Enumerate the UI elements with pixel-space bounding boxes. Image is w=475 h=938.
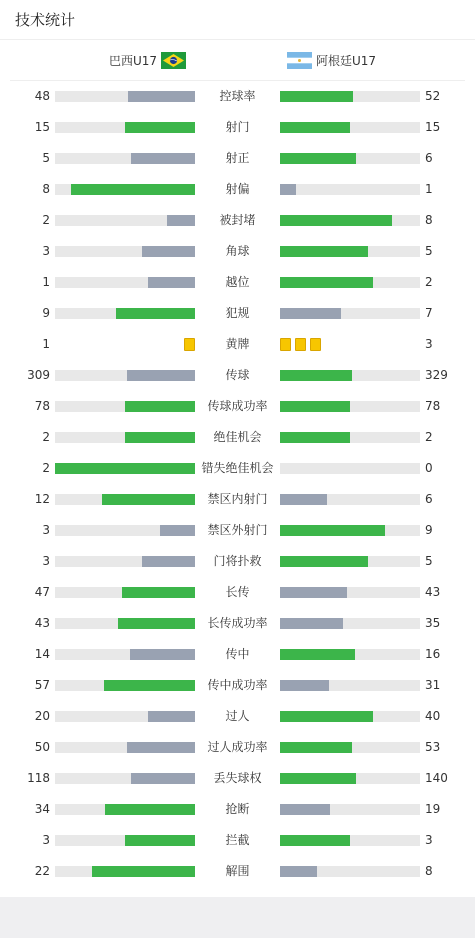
away-stat-value: 3: [425, 833, 433, 847]
away-stat-bar: [280, 649, 355, 660]
away-stat-bar: [280, 866, 317, 877]
away-yellow-cards: [280, 338, 321, 350]
away-stat-bar-track: [280, 618, 420, 629]
away-stat-bar-track: [280, 680, 420, 691]
home-stat-value: 309: [27, 368, 50, 382]
away-stat-value: 6: [425, 492, 433, 506]
team-header: [10, 40, 465, 81]
stat-label: 禁区外射门: [207, 523, 268, 537]
away-stat-bar: [280, 556, 368, 567]
home-stat-bar: [125, 401, 195, 412]
stat-row: [0, 484, 475, 515]
home-stat-bar-track: [55, 618, 195, 629]
home-stat-value: 3: [42, 523, 50, 537]
away-stat-bar: [280, 494, 327, 505]
away-stat-bar-track: [280, 587, 420, 598]
stat-label: 角球: [225, 244, 250, 258]
home-stat-value: 43: [34, 616, 50, 630]
home-stat-bar-track: [55, 804, 195, 815]
home-stat-value: 9: [42, 306, 50, 320]
home-stat-value: 48: [34, 89, 50, 103]
stat-label: 传中: [225, 647, 250, 661]
home-stat-bar: [125, 122, 195, 133]
stat-label: 射偏: [225, 182, 250, 196]
home-stat-bar: [55, 463, 195, 474]
stat-row: [0, 515, 475, 546]
home-stat-bar: [131, 773, 195, 784]
home-stat-bar-track: [55, 773, 195, 784]
away-stat-value: 53: [425, 740, 441, 754]
away-stat-bar-track: [280, 711, 420, 722]
away-stat-bar-track: [280, 866, 420, 877]
away-stat-bar-track: [280, 215, 420, 226]
home-stat-bar: [105, 804, 195, 815]
stat-row: [0, 794, 475, 825]
home-stat-bar-track: [55, 153, 195, 164]
away-stat-value: 19: [425, 802, 441, 816]
away-stat-bar: [280, 277, 373, 288]
stat-row: [0, 701, 475, 732]
away-stat-value: 8: [425, 213, 433, 227]
stat-label: 丢失球权: [213, 771, 262, 785]
home-stat-bar-track: [55, 525, 195, 536]
yellow-card-icon: [280, 338, 291, 351]
away-stat-bar-track: [280, 494, 420, 505]
away-stat-bar: [280, 122, 350, 133]
away-stat-bar: [280, 153, 356, 164]
stat-row: [0, 732, 475, 763]
yellow-card-icon: [295, 338, 306, 351]
away-stat-bar-track: [280, 153, 420, 164]
stat-label: 过人成功率: [207, 740, 268, 754]
stat-label: 解围: [225, 864, 250, 878]
home-stat-bar: [160, 525, 195, 536]
home-stat-bar-track: [55, 432, 195, 443]
away-stat-bar: [280, 401, 350, 412]
away-stat-bar-track: [280, 804, 420, 815]
brazil-flag-icon: [161, 52, 186, 69]
home-stat-bar: [167, 215, 195, 226]
argentina-flag-icon: [287, 52, 312, 69]
away-stat-bar-track: [280, 556, 420, 567]
away-stat-value: 52: [425, 89, 441, 103]
home-stat-bar: [127, 742, 195, 753]
stat-row: [0, 391, 475, 422]
stat-row: [0, 174, 475, 205]
home-stat-value: 14: [34, 647, 50, 661]
home-stat-bar-track: [55, 370, 195, 381]
home-stat-bar: [92, 866, 195, 877]
away-stat-bar-track: [280, 463, 420, 474]
away-stat-bar: [280, 370, 352, 381]
stat-row: [0, 329, 475, 360]
home-stat-bar: [130, 649, 195, 660]
away-stat-bar: [280, 618, 343, 629]
away-stat-value: 78: [425, 399, 441, 413]
away-stat-bar-track: [280, 370, 420, 381]
away-stat-bar: [280, 773, 356, 784]
home-stat-value: 15: [34, 120, 50, 134]
stats-list: [0, 81, 475, 887]
home-stat-bar: [125, 432, 195, 443]
away-team[interactable]: [287, 52, 376, 69]
home-stat-bar-track: [55, 742, 195, 753]
stat-row: [0, 298, 475, 329]
away-stat-bar-track: [280, 525, 420, 536]
home-stat-bar-track: [55, 215, 195, 226]
away-stat-bar: [280, 525, 385, 536]
away-stat-bar-track: [280, 835, 420, 846]
stat-label: 传中成功率: [207, 678, 268, 692]
away-stat-value: 2: [425, 430, 433, 444]
away-stat-value: 6: [425, 151, 433, 165]
stat-label: 长传: [225, 585, 250, 599]
home-stat-value: 22: [34, 864, 50, 878]
page-title: 技术统计: [0, 0, 475, 40]
away-stat-bar-track: [280, 649, 420, 660]
home-stat-value: 5: [42, 151, 50, 165]
away-stat-value: 31: [425, 678, 441, 692]
away-stat-value: 5: [425, 554, 433, 568]
home-stat-value: 3: [42, 244, 50, 258]
away-stat-value: 15: [425, 120, 441, 134]
away-stat-bar-track: [280, 432, 420, 443]
home-stat-bar: [104, 680, 195, 691]
away-stat-bar-track: [280, 122, 420, 133]
home-stat-bar-track: [55, 494, 195, 505]
away-stat-value: 2: [425, 275, 433, 289]
home-stat-value: 34: [34, 802, 50, 816]
away-stat-bar-track: [280, 184, 420, 195]
stat-row: [0, 639, 475, 670]
home-stat-bar: [148, 711, 195, 722]
home-stat-bar-track: [55, 122, 195, 133]
stat-row: [0, 546, 475, 577]
home-stat-value: 78: [34, 399, 50, 413]
stat-row: [0, 608, 475, 639]
away-stat-value: 5: [425, 244, 433, 258]
home-stat-value: 3: [42, 554, 50, 568]
home-stat-value: 50: [34, 740, 50, 754]
home-stat-bar-track: [55, 711, 195, 722]
away-stat-value: 140: [425, 771, 448, 785]
home-stat-bar-track: [55, 91, 195, 102]
stat-row: [0, 360, 475, 391]
home-stat-bar: [142, 246, 195, 257]
away-stat-value: 40: [425, 709, 441, 723]
stat-row: [0, 236, 475, 267]
stat-label: 绝佳机会: [213, 430, 262, 444]
stat-row: [0, 670, 475, 701]
home-stat-bar: [71, 184, 195, 195]
home-stat-bar-track: [55, 463, 195, 474]
stat-row: [0, 143, 475, 174]
home-stat-bar: [131, 153, 195, 164]
stat-row: [0, 856, 475, 887]
away-stat-bar-track: [280, 401, 420, 412]
home-stat-bar: [128, 91, 195, 102]
stat-label: 门将扑救: [213, 554, 262, 568]
away-stat-value: 1: [425, 182, 433, 196]
away-stat-value: 35: [425, 616, 441, 630]
stat-label: 越位: [225, 275, 250, 289]
yellow-card-icon: [310, 338, 321, 351]
away-stat-bar: [280, 587, 347, 598]
home-stat-bar: [118, 618, 195, 629]
home-stat-value: 12: [34, 492, 50, 506]
away-stat-bar: [280, 711, 373, 722]
away-stat-bar: [280, 91, 353, 102]
stat-row: [0, 763, 475, 794]
home-stat-bar: [102, 494, 195, 505]
stat-row: [0, 422, 475, 453]
stat-label: 长传成功率: [207, 616, 268, 630]
home-stat-bar: [116, 308, 195, 319]
home-stat-bar-track: [55, 866, 195, 877]
away-stat-bar: [280, 215, 392, 226]
away-stat-bar-track: [280, 742, 420, 753]
home-stat-bar-track: [55, 556, 195, 567]
away-stat-bar-track: [280, 246, 420, 257]
away-stat-value: 8: [425, 864, 433, 878]
away-stat-bar-track: [280, 308, 420, 319]
home-stat-bar: [122, 587, 195, 598]
away-stat-value: 43: [425, 585, 441, 599]
home-stat-value: 118: [27, 771, 50, 785]
home-stat-bar-track: [55, 401, 195, 412]
home-yellow-cards: [184, 338, 195, 350]
home-stat-bar-track: [55, 649, 195, 660]
stat-label: 控球率: [219, 89, 256, 103]
away-stat-bar: [280, 804, 330, 815]
stat-label: 拦截: [225, 833, 250, 847]
stat-label: 传球: [225, 368, 250, 382]
away-stat-bar-track: [280, 277, 420, 288]
home-stat-value: 2: [42, 213, 50, 227]
stat-label: 过人: [225, 709, 250, 723]
home-stat-bar: [142, 556, 195, 567]
away-stat-bar-track: [280, 773, 420, 784]
stat-label: 传球成功率: [207, 399, 268, 413]
stat-label: 错失绝佳机会: [201, 461, 274, 475]
away-stat-value: 0: [425, 461, 433, 475]
yellow-card-icon: [184, 338, 195, 351]
stat-label: 犯规: [225, 306, 250, 320]
home-stat-bar-track: [55, 184, 195, 195]
stat-label: 禁区内射门: [207, 492, 268, 506]
away-stat-value: 9: [425, 523, 433, 537]
home-stat-bar-track: [55, 277, 195, 288]
stat-label: 射正: [225, 151, 250, 165]
stat-row: [0, 577, 475, 608]
stat-row: [0, 205, 475, 236]
stat-label: 抢断: [225, 802, 250, 816]
stat-label: 射门: [225, 120, 250, 134]
away-team-name: 阿根廷U17: [316, 54, 377, 68]
home-stat-value: 8: [42, 182, 50, 196]
away-stat-bar: [280, 742, 352, 753]
home-team[interactable]: [109, 52, 186, 69]
home-stat-value: 2: [42, 461, 50, 475]
away-stat-bar: [280, 432, 350, 443]
stats-footer-space: [0, 887, 475, 897]
home-stat-bar: [148, 277, 195, 288]
stat-row: [0, 81, 475, 112]
away-stat-bar: [280, 835, 350, 846]
stat-row: [0, 453, 475, 484]
home-stat-bar: [125, 835, 195, 846]
away-stat-bar-track: [280, 91, 420, 102]
home-stat-value: 20: [34, 709, 50, 723]
away-stat-bar: [280, 680, 329, 691]
away-stat-value: 16: [425, 647, 441, 661]
home-stat-value: 57: [34, 678, 50, 692]
away-stat-value: 7: [425, 306, 433, 320]
home-stat-bar-track: [55, 587, 195, 598]
home-stat-value: 1: [42, 275, 50, 289]
home-stat-bar: [127, 370, 195, 381]
home-team-name: 巴西U17: [108, 54, 157, 68]
stat-row: [0, 267, 475, 298]
home-stat-bar-track: [55, 835, 195, 846]
home-stat-value: 3: [42, 833, 50, 847]
home-stat-value: 1: [42, 337, 50, 351]
away-stat-bar: [280, 308, 341, 319]
stat-row: [0, 112, 475, 143]
home-stat-bar-track: [55, 246, 195, 257]
home-stat-bar-track: [55, 680, 195, 691]
away-stat-value: 329: [425, 368, 448, 382]
stat-label: 黄牌: [225, 337, 250, 351]
away-stat-value: 3: [425, 337, 433, 351]
home-stat-bar-track: [55, 308, 195, 319]
home-stat-value: 47: [34, 585, 50, 599]
away-stat-bar: [280, 246, 368, 257]
away-stat-bar: [280, 184, 296, 195]
stat-row: [0, 825, 475, 856]
stat-label: 被封堵: [219, 213, 256, 227]
home-stat-value: 2: [42, 430, 50, 444]
